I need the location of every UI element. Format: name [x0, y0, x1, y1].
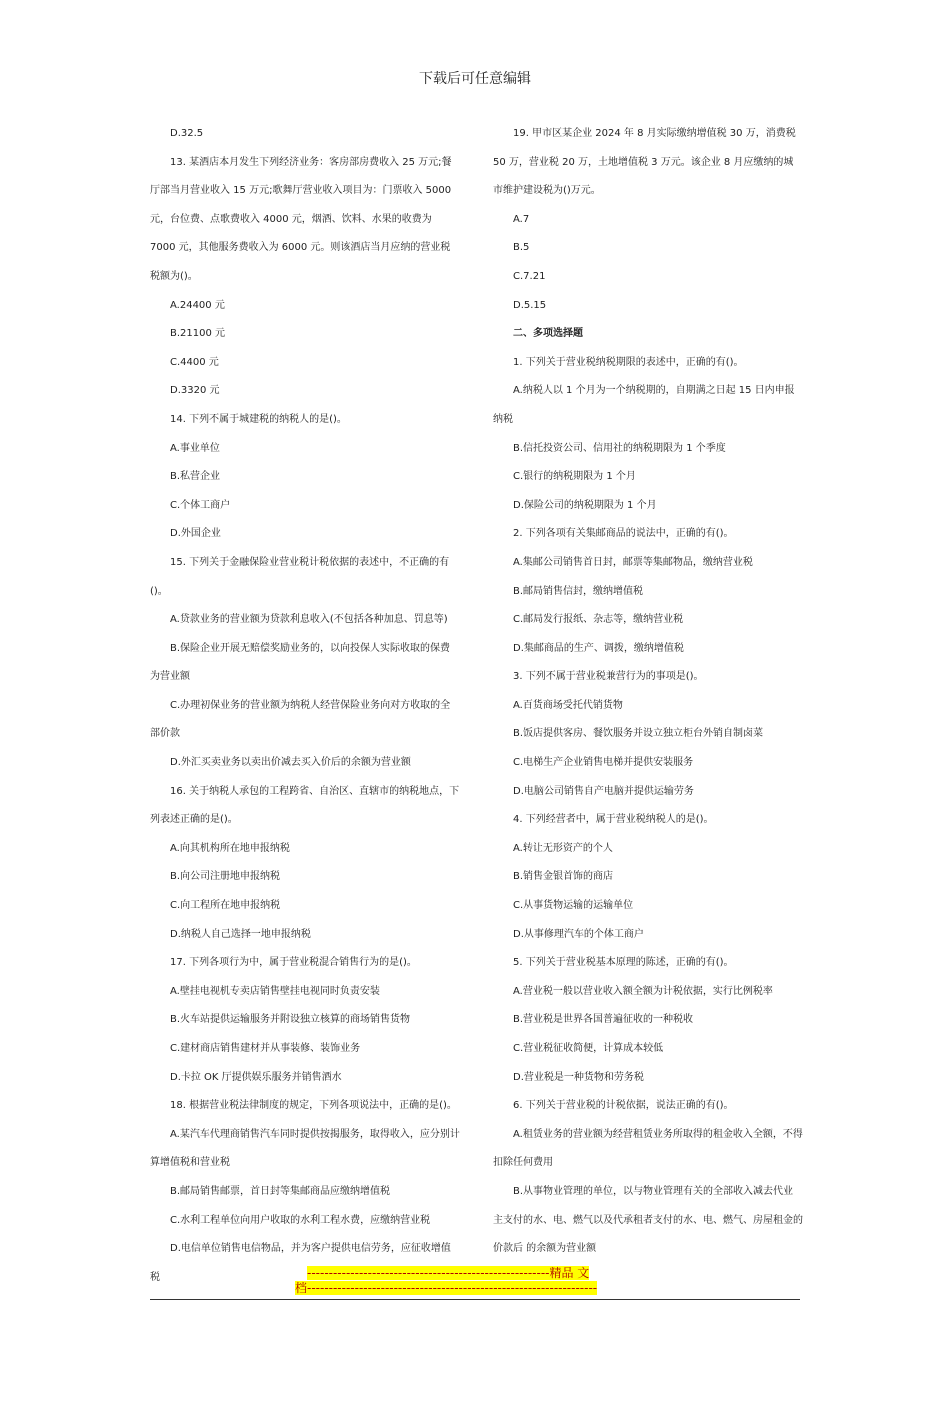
right-column-paragraph: A.营业税一般以营业收入额全额为计税依据，实行比例税率 — [513, 985, 773, 997]
right-column-paragraph: B.邮局销售信封，缴纳增值税 — [513, 585, 644, 597]
left-column-paragraph: D.外国企业 — [170, 528, 221, 540]
right-column-paragraph: D.营业税是一种货物和劳务税 — [513, 1071, 644, 1083]
left-column-paragraph: C.个体工商户 — [170, 499, 231, 511]
right-column-paragraph: D.电脑公司销售自产电脑并提供运输劳务 — [513, 785, 694, 797]
left-column-paragraph: D.电信单位销售电信物品，并为客户提供电信劳务，应征收增值税 — [150, 1243, 451, 1283]
left-column-paragraph: 18. 根据营业税法律制度的规定，下列各项说法中，正确的是()。 — [170, 1100, 457, 1112]
footer-banner-line2: 档------------------------------------------------------------------- — [295, 1281, 598, 1295]
left-column-paragraph: A.贷款业务的营业额为贷款利息收入(不包括各种加息、罚息等) — [170, 614, 448, 626]
left-column-paragraph: C.建材商店销售建材并从事装修、装饰业务 — [170, 1043, 361, 1054]
right-column-paragraph: B.从事物业管理的单位，以与物业管理有关的全部收入减去代业主支付的水、电、燃气以及代承租者支付的水、电、燃气、房屋租金的价款后 的余额为营业额 — [493, 1185, 803, 1255]
page-title: 下载后可任意编辑 — [419, 71, 531, 87]
right-column-paragraph: B.营业税是世界各国普遍征收的一种税收 — [513, 1014, 694, 1026]
left-column-paragraph: D.纳税人自己选择一地申报纳税 — [170, 928, 311, 940]
right-column-paragraph: D.5.15 — [513, 299, 547, 311]
right-column-paragraph: D.从事修理汽车的个体工商户 — [513, 928, 644, 940]
left-column-paragraph: D.卡拉 OK 厅提供娱乐服务并销售酒水 — [170, 1071, 342, 1083]
left-column-paragraph: A.壁挂电视机专卖店销售壁挂电视同时负责安装 — [170, 985, 380, 997]
right-column-paragraph: 2. 下列各项有关集邮商品的说法中，正确的有()。 — [513, 528, 734, 540]
right-column-paragraph: 19. 甲市区某企业 2024 年 8 月实际缴纳增值税 30 万，消费税 50 万，营业税 20 万，土地增值税 3 万元。该企业 8 月应缴纳的城市维护建设税为()万元。 — [493, 128, 796, 197]
right-column-paragraph: B.销售金银首饰的商店 — [513, 871, 614, 883]
right-column-paragraph: A.租赁业务的营业额为经营租赁业务所取得的租金收入全额，不得扣除任何费用 — [493, 1128, 803, 1169]
right-column-paragraph: A.集邮公司销售首日封，邮票等集邮物品，缴纳营业税 — [513, 556, 753, 568]
left-column-paragraph: 14. 下列不属于城建税的纳税人的是()。 — [170, 413, 347, 425]
left-column-paragraph: 16. 关于纳税人承包的工程跨省、自治区、直辖市的纳税地点，下列表述正确的是()。 — [150, 785, 460, 826]
left-column-paragraph: 15. 下列关于金融保险业营业税计税依据的表述中，不正确的有()。 — [150, 556, 450, 597]
right-column-paragraph: C.从事货物运输的运输单位 — [513, 900, 634, 912]
footer-divider — [150, 1299, 800, 1300]
right-column-paragraph: B.5 — [513, 242, 530, 254]
left-column-paragraph: D.外汇买卖业务以卖出价减去买入价后的余额为营业额 — [170, 757, 411, 769]
right-column-paragraph: 1. 下列关于营业税纳税期限的表述中，正确的有()。 — [513, 356, 744, 368]
left-column-paragraph: 17. 下列各项行为中，属于营业税混合销售行为的是()。 — [170, 957, 417, 969]
left-column — [150, 120, 460, 1292]
left-column-paragraph: A.某汽车代理商销售汽车同时提供按揭服务，取得收入，应分别计算增值税和营业税 — [150, 1128, 460, 1169]
right-column-paragraph: D.集邮商品的生产、调拨，缴纳增值税 — [513, 642, 684, 654]
right-column — [493, 120, 803, 1264]
right-column-paragraph: 二、多项选择题 — [513, 328, 583, 340]
left-column-paragraph: C.4400 元 — [170, 356, 219, 368]
right-column-paragraph: C.电梯生产企业销售电梯并提供安装服务 — [513, 757, 694, 769]
left-column-paragraph: C.水利工程单位向用户收取的水利工程水费，应缴纳营业税 — [170, 1214, 431, 1226]
left-column-paragraph: B.火车站提供运输服务并附设独立核算的商场销售货物 — [170, 1014, 411, 1026]
right-column-paragraph: A.转让无形资产的个人 — [513, 842, 613, 854]
footer-banner — [295, 1266, 655, 1296]
left-column-paragraph: A.向其机构所在地申报纳税 — [170, 842, 290, 854]
left-column-paragraph: A.事业单位 — [170, 442, 220, 454]
right-column-paragraph: C.银行的纳税期限为 1 个月 — [513, 471, 636, 483]
left-column-paragraph: 13. 某酒店本月发生下列经济业务：客房部房费收入 25 万元;餐厅部当月营业收入 15 万元;歌舞厅营业收入项目为：门票收入 5000 元，台位费、点歌费收入 4000 元，烟酒、饮料、水果的收费为 7000 元，其他服务费收入为 6000 元。则该酒店当月应纳的营业税税额为()。 — [150, 156, 452, 282]
left-column-paragraph: B.邮局销售邮票，首日封等集邮商品应缴纳增值税 — [170, 1185, 391, 1197]
left-column-paragraph: B.私营企业 — [170, 471, 221, 483]
left-column-paragraph: C.向工程所在地申报纳税 — [170, 900, 281, 912]
right-column-paragraph: 3. 下列不属于营业税兼营行为的事项是()。 — [513, 671, 704, 683]
footer-banner-line1: --------------------------------------------------------精品 文 — [307, 1266, 590, 1280]
left-column-paragraph: B.21100 元 — [170, 328, 226, 340]
right-column-paragraph: D.保险公司的纳税期限为 1 个月 — [513, 499, 657, 511]
left-column-paragraph: D.32.5 — [170, 128, 204, 139]
left-column-paragraph: C.办理初保业务的营业额为纳税人经营保险业务向对方收取的全部价款 — [150, 699, 451, 740]
right-column-paragraph: 5. 下列关于营业税基本原理的陈述，正确的有()。 — [513, 957, 734, 969]
left-column-paragraph: B.向公司注册地申报纳税 — [170, 871, 281, 883]
right-column-paragraph: A.百货商场受托代销货物 — [513, 699, 623, 711]
right-column-paragraph: 6. 下列关于营业税的计税依据，说法正确的有()。 — [513, 1100, 734, 1112]
right-column-paragraph: B.信托投资公司、信用社的纳税期限为 1 个季度 — [513, 442, 726, 454]
left-column-paragraph: A.24400 元 — [170, 299, 225, 311]
right-column-paragraph: C.营业税征收简便，计算成本较低 — [513, 1043, 664, 1054]
right-column-paragraph: 4. 下列经营者中，属于营业税纳税人的是()。 — [513, 814, 714, 826]
right-column-paragraph: C.7.21 — [513, 270, 546, 282]
right-column-paragraph: B.饭店提供客房、餐饮服务并设立独立柜台外销自制卤菜 — [513, 728, 764, 740]
right-column-paragraph: A.纳税人以 1 个月为一个纳税期的，自期满之日起 15 日内申报纳税 — [493, 385, 795, 425]
left-column-paragraph: B.保险企业开展无赔偿奖励业务的，以向投保人实际收取的保费为营业额 — [150, 642, 451, 683]
left-column-paragraph: D.3320 元 — [170, 385, 220, 397]
right-column-paragraph: C.邮局发行报纸、杂志等，缴纳营业税 — [513, 614, 684, 626]
right-column-paragraph: A.7 — [513, 213, 530, 225]
